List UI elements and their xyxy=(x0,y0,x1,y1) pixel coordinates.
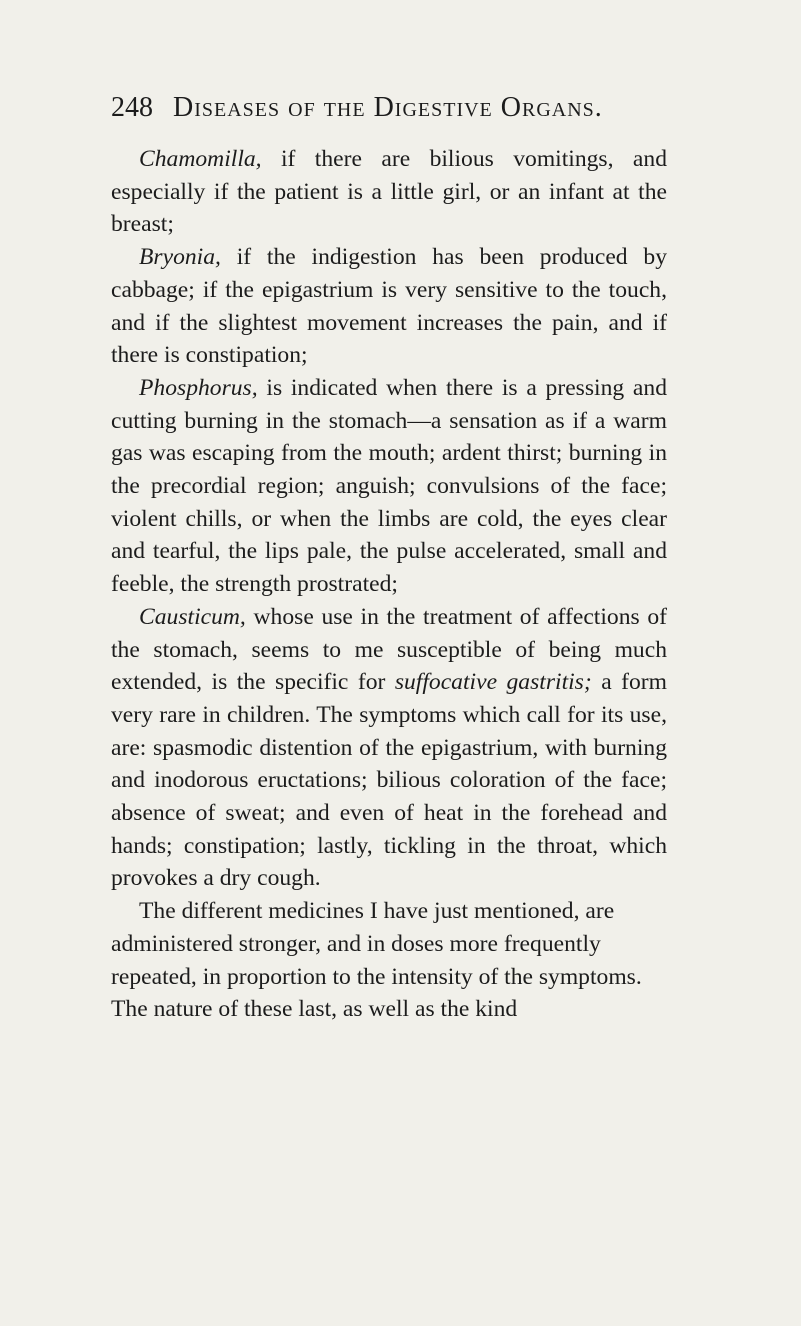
remedy-name: Phosphorus, xyxy=(139,374,258,401)
remedy-name: Bryonia, xyxy=(139,244,221,271)
paragraph-phosphorus xyxy=(111,372,667,601)
paragraph-text: is indicated when there is a pressing and cutting burning in the stomach—a sensation as if a warm gas was escaping from the mouth; ardent thirst; burning in the precordial region; anguish; convulsions of the face; violent chills, or when the limbs are cold, the eyes clear and tearful, the lips pale, the pulse accelerated, small and feeble, the strength prostrated; xyxy=(111,374,667,598)
page-number: 248 xyxy=(111,92,153,123)
paragraph-chamomilla xyxy=(111,143,667,241)
remedy-name: Chamomilla, xyxy=(139,146,262,172)
paragraph-text: a form very rare in children. The symptoms which call for its use, are: spasmodic distention of the epigastrium, with burning and inodorous eructations; bilious coloration of the face; absence of sweat; and even of heat in the forehead and hands; constipation; lastly, tickling in the throat, which provokes a dry cough. xyxy=(111,669,668,892)
paragraph-text: The different medicines I have just mentioned, are administered stronger, and in doses more frequently repeated, in proportion to the intensity of the symptoms. The nature of these last, as well as the kind xyxy=(111,898,642,1023)
emphasized-term: suffocative gastritis; xyxy=(394,669,592,696)
paragraph-text: if the indigestion has been produced by cabbage; if the epigastrium is very sensitive to the touch, and if the slightest movement increases the pain, and if there is constipation; xyxy=(111,244,667,369)
running-head xyxy=(111,92,671,124)
paragraph-bryonia xyxy=(111,241,667,372)
paragraph-causticum xyxy=(111,601,667,895)
remedy-name: Causticum, xyxy=(139,603,246,630)
paragraph-text: whose use in the treatment of affections of the stomach, seems to me susceptible of being much extended, is the specific for xyxy=(111,603,667,696)
body-text xyxy=(111,143,667,1026)
paragraph-medicines xyxy=(111,895,667,1026)
chapter-title: Diseases of the Digestive Organs. xyxy=(173,92,603,123)
paragraph-text: if there are bilious vomitings, and especially if the patient is a little girl, or an infant at the breast; xyxy=(111,146,667,238)
